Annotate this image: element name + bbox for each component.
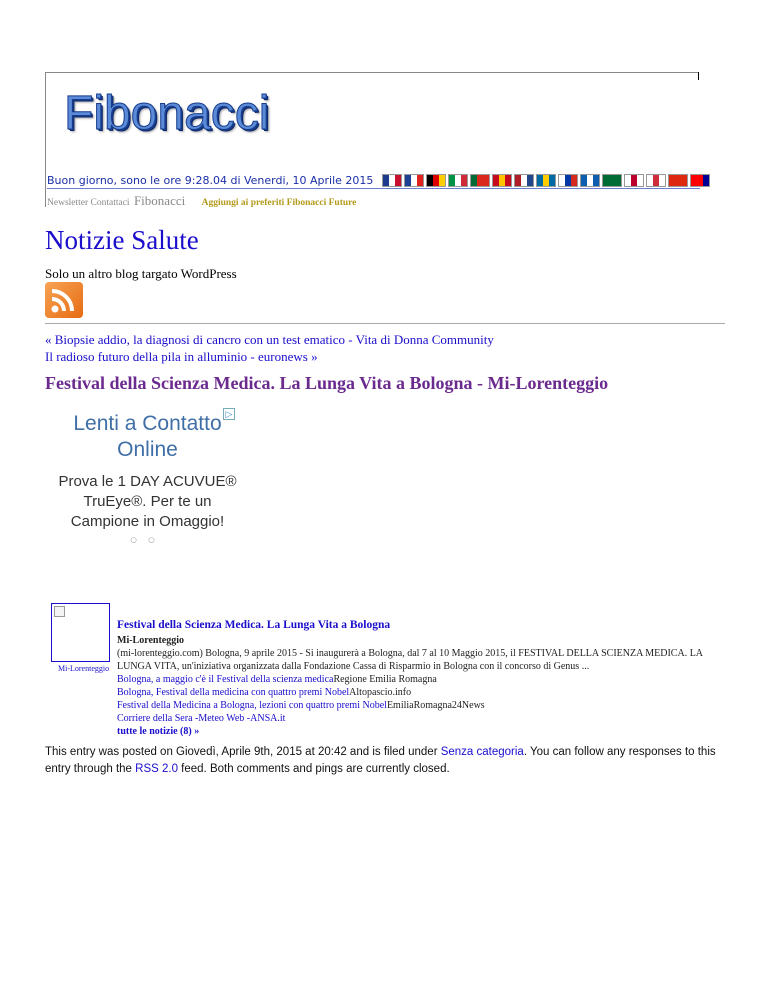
ad-headline[interactable]: Lenti a Contatto Online	[73, 412, 222, 461]
news-title-link[interactable]: Festival della Scienza Medica. La Lunga Vita a Bologna	[117, 619, 391, 631]
italy-flag[interactable]	[448, 174, 468, 187]
header-frame-top	[45, 72, 699, 73]
france-flag[interactable]	[404, 174, 424, 187]
related-source: Altopascio.info	[349, 687, 412, 698]
greeting-text: Buon giorno, sono le ore 9:28.04 di Venerdi, 10 Aprile 2015	[47, 174, 374, 187]
ad-body[interactable]: Prova le 1 DAY ACUVUE® TruEye®. Per te un Campione in Omaggio!	[58, 473, 237, 530]
russia-flag[interactable]	[558, 174, 578, 187]
news-source: Mi-Lorenteggio	[117, 635, 185, 646]
newsletter-link[interactable]: Newsletter	[47, 198, 89, 208]
related-source: EmiliaRomagna24News	[386, 700, 485, 711]
contact-link[interactable]: Contattaci	[90, 198, 130, 208]
greeting-bar	[47, 174, 700, 189]
category-link[interactable]: Senza categoria	[440, 746, 524, 758]
post-title[interactable]: Festival della Scienza Medica. La Lunga Vita a Bologna - Mi-Lorenteggio	[45, 373, 609, 393]
divider	[45, 323, 725, 324]
sweden-flag[interactable]	[536, 174, 556, 187]
broken-image-icon	[54, 606, 65, 617]
entry-meta-text: This entry was posted on Giovedì, Aprile 9th, 2015 at 20:42 and is filed under	[45, 746, 441, 758]
korea-flag[interactable]	[646, 174, 666, 187]
previous-post-link[interactable]: « Biopsie addio, la diagnosi di cancro con un test ematico - Vita di Donna Community	[45, 332, 494, 347]
fibonacci-logo[interactable]: Fibonacci	[64, 87, 270, 140]
greece-flag[interactable]	[580, 174, 600, 187]
ad-choices-icon[interactable]: ▷	[223, 408, 235, 420]
related-item	[117, 699, 717, 712]
arabic-flag[interactable]	[602, 174, 622, 187]
spain-flag[interactable]	[492, 174, 512, 187]
add-favorites-link[interactable]: Aggiungi ai preferiti Fibonacci Future	[201, 198, 357, 208]
entry-meta-text: . You can follow any responses to this entry through the	[45, 746, 716, 775]
thumbnail-caption[interactable]: Mi-Lorenteggio	[58, 664, 110, 673]
sub-navigation	[47, 193, 356, 209]
related-link[interactable]: Bologna, Festival della medicina con quattro premi Nobel	[117, 687, 350, 698]
blog-title[interactable]: Notizie Salute	[45, 225, 199, 255]
advertisement[interactable]	[55, 405, 240, 555]
fibonacci-link[interactable]: Fibonacci	[133, 193, 186, 208]
news-block	[117, 619, 717, 738]
related-link[interactable]: Bologna, a maggio c'è il Festival della scienza medica	[117, 674, 334, 685]
related-source: Regione Emilia Romagna	[333, 674, 437, 685]
netherlands-flag[interactable]	[514, 174, 534, 187]
news-snippet: (mi-lorenteggio.com) Bologna, 9 aprile 2015 - Si inaugurerà a Bologna, dal 7 al 10 Maggio 2015, il FESTIVAL DELLA SCIENZA MEDICA. LA LUNGA VITA, un'iniziativa organizzata dalla Fondazione Cassa di Risparmio in Bologna con il concorso di Genus ...	[117, 648, 703, 672]
related-link[interactable]: Festival della Medicina a Bologna, lezioni con quattro premi Nobel	[117, 700, 387, 711]
ad-dots: ○○	[129, 532, 166, 547]
taiwan-flag[interactable]	[690, 174, 710, 187]
all-news-link[interactable]: tutte le notizie (8) »	[117, 726, 200, 737]
entry-meta-text: feed. Both comments and pings are currently closed.	[177, 763, 450, 775]
header-frame-tick	[698, 72, 699, 80]
header-frame-left	[45, 72, 46, 207]
germany-flag[interactable]	[426, 174, 446, 187]
next-post-link[interactable]: Il radioso futuro della pila in alluminio - euronews »	[45, 349, 318, 364]
blog-tagline: Solo un altro blog targato WordPress	[45, 266, 237, 281]
entry-meta	[45, 744, 735, 778]
uk-flag[interactable]	[382, 174, 402, 187]
portugal-flag[interactable]	[470, 174, 490, 187]
japan-flag[interactable]	[624, 174, 644, 187]
language-flags	[382, 174, 710, 187]
more-sources-links[interactable]: Corriere della Sera -Meteo Web -ANSA.it	[117, 713, 286, 724]
china-flag[interactable]	[668, 174, 688, 187]
related-item	[117, 673, 717, 686]
related-item	[117, 686, 717, 699]
post-navigation	[45, 331, 494, 365]
rss-feed-link[interactable]: RSS 2.0	[135, 763, 178, 775]
rss-icon[interactable]	[45, 282, 83, 318]
news-thumbnail[interactable]	[51, 603, 110, 662]
